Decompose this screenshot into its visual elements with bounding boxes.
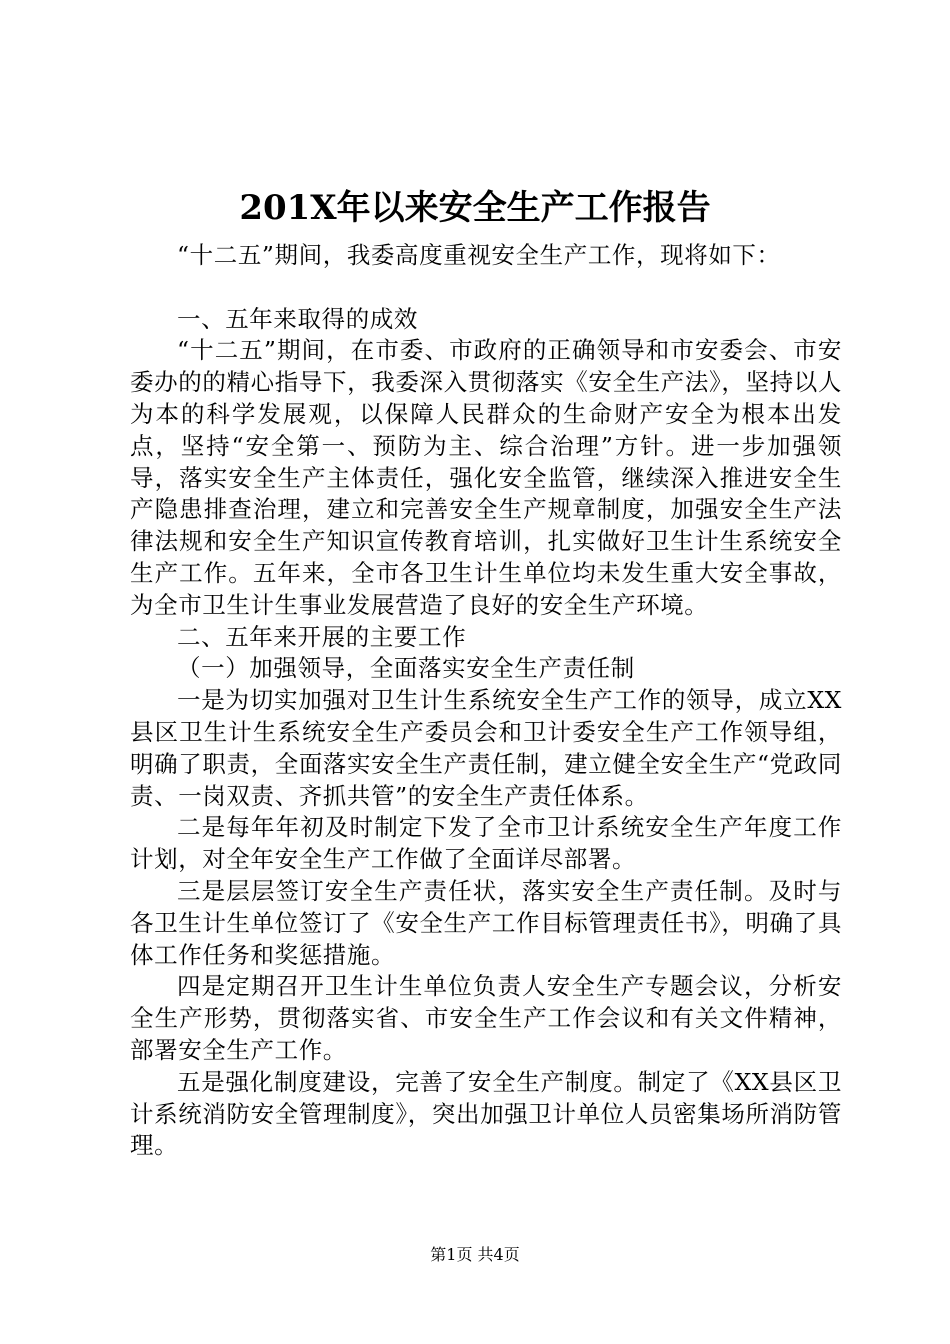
document-title: 201X年以来安全生产工作报告	[239, 188, 711, 228]
intro-paragraph: “十二五”期间，我委高度重视安全生产工作，现将如下：	[177, 241, 781, 269]
item-3-paragraph: 三是层层签订安全生产责任状，落实安全生产责任制。及时与各卫生计生单位签订了《安全生产工作目标管理责任书》，明确了具体工作任务和奖惩措施。	[130, 876, 842, 969]
page-number: 第1页 共4页	[430, 1245, 520, 1264]
item-5-paragraph: 五是强化制度建设，完善了安全生产制度。制定了《XX县区卫计系统消防安全管理制度》，突出加强卫计单位人员密集场所消防管理。	[130, 1067, 842, 1160]
item-1-paragraph: 一是为切实加强对卫生计生系统安全生产工作的领导，成立XX县区卫生计生系统安全生产委员会和卫计委安全生产工作领导组，明确了职责，全面落实安全生产责任制，建立健全安全生产“党政同责、一岗双责、齐抓共管”的安全生产责任体系。	[130, 686, 842, 810]
item-4-paragraph: 四是定期召开卫生计生单位负责人安全生产专题会议，分析安全生产形势，贯彻落实省、市安全生产工作会议和有关文件精神，部署安全生产工作。	[130, 972, 842, 1064]
page-footer	[0, 1243, 950, 1267]
section-1-paragraph: “十二五”期间，在市委、市政府的正确领导和市安委会、市安委办的的精心指导下，我委深入贯彻落实《安全生产法》，坚持以人为本的科学发展观，以保障人民群众的生命财产安全为根本出发点，坚持“安全第一、预防为主、综合治理”方针。进一步加强领导，落实安全生产主体责任，强化安全监管，继续深入推进安全生产隐患排查治理，建立和完善安全生产规章制度，加强安全生产法律法规和安全生产知识宣传教育培训，扎实做好卫生计生系统安全生产工作。五年来，全市各卫生计生单位均未发生重大安全事故，为全市卫生计生事业发展营造了良好的安全生产环境。	[130, 336, 842, 619]
item-2-paragraph: 二是每年年初及时制定下发了全市卫计系统安全生产年度工作计划，对全年安全生产工作做了全面详尽部署。	[130, 813, 842, 874]
blank-line	[130, 272, 842, 304]
document-body	[130, 240, 842, 1162]
subsection-1-heading: （一）加强领导，全面落实安全生产责任制	[177, 654, 635, 683]
section-2-heading: 二、五年来开展的主要工作	[177, 622, 467, 651]
section-1-heading: 一、五年来取得的成效	[177, 304, 418, 333]
